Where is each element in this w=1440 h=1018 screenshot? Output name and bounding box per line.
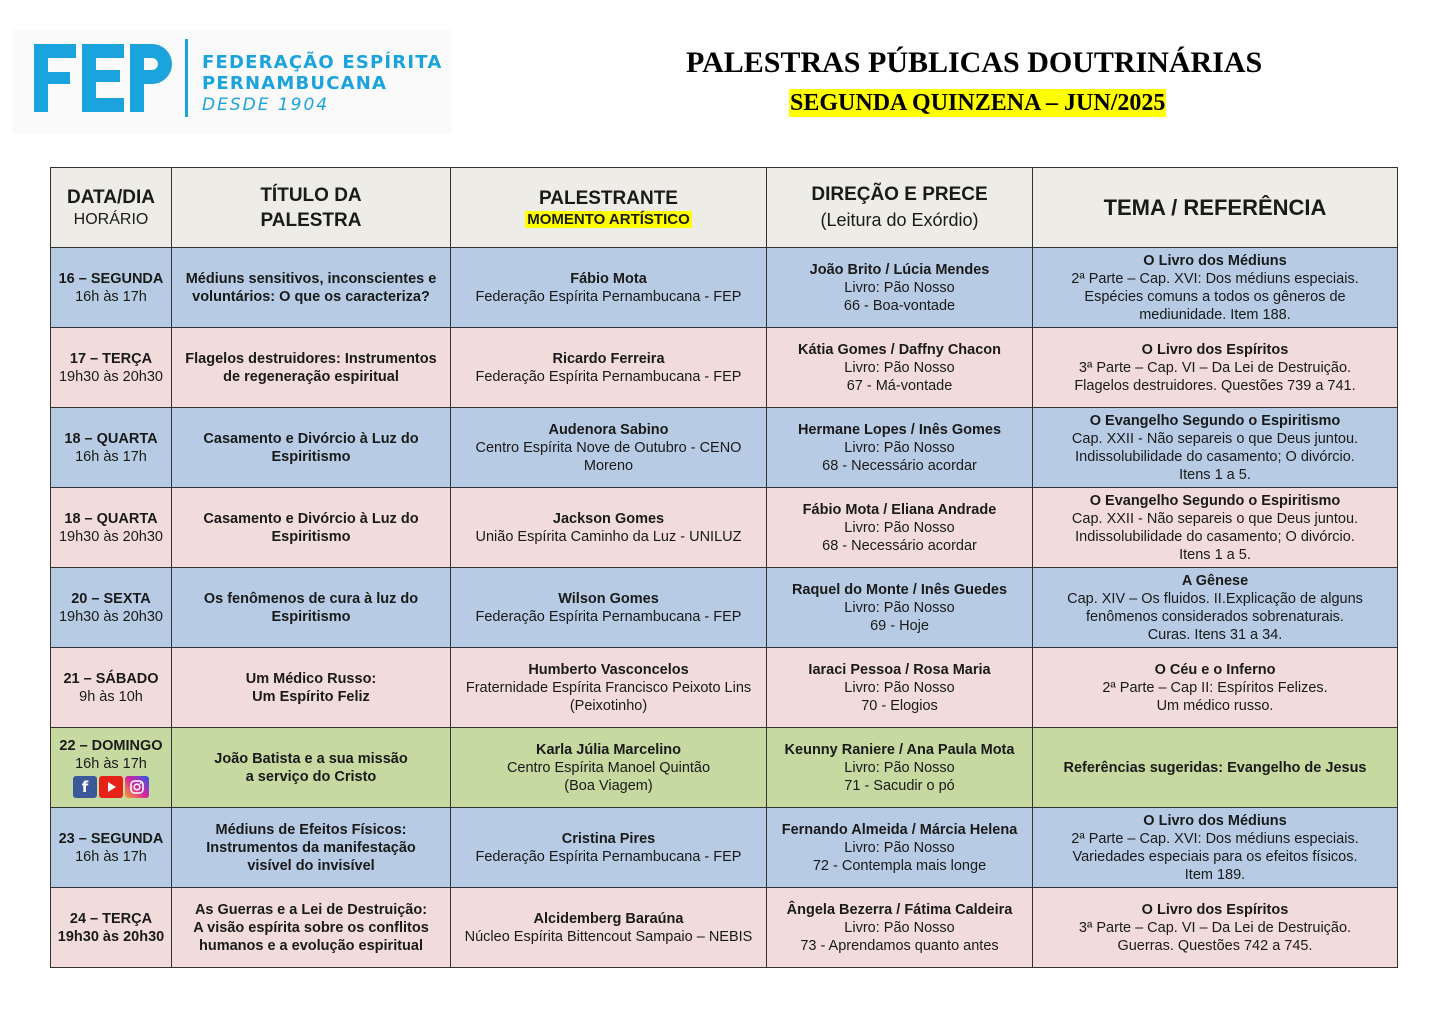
header-speaker <box>451 168 767 248</box>
ref-title: O Livro dos Espíritos <box>1141 901 1289 918</box>
theme-cell <box>1033 408 1398 488</box>
ref-line: Espécies comuns a todos os gêneros de <box>1084 288 1346 305</box>
theme-cell <box>1033 808 1398 888</box>
speaker-cell <box>451 648 767 728</box>
speaker-cell <box>451 488 767 568</box>
ref-line: Cap. XXII - Não separeis o que Deus juntou. <box>1071 430 1359 447</box>
direction-names: João Brito / Lúcia Mendes <box>809 261 990 278</box>
logo-name-line1: FEDERAÇÃO ESPÍRITA <box>202 52 443 73</box>
speaker-org: Federação Espírita Pernambucana - FEP <box>475 608 742 625</box>
speaker-name: Jackson Gomes <box>552 510 665 527</box>
table-row <box>51 728 1398 808</box>
logo-divider <box>185 39 188 117</box>
logo-text <box>202 52 442 116</box>
table-row <box>51 568 1398 648</box>
date-cell <box>51 408 172 488</box>
reading-book: Livro: Pão Nosso <box>844 519 955 536</box>
ref-line: 2ª Parte – Cap. XVI: Dos médiuns especiais. <box>1071 830 1359 847</box>
direction-cell <box>767 648 1033 728</box>
day-label: 17 – TERÇA <box>69 350 153 367</box>
speaker-name: Karla Júlia Marcelino <box>535 741 682 758</box>
talk-line: de regeneração espiritual <box>223 368 399 385</box>
table-row <box>51 648 1398 728</box>
time-label: 16h às 17h <box>75 848 147 865</box>
talk-line: Médiuns de Efeitos Físicos: <box>215 821 407 838</box>
ref-title: O Céu e o Inferno <box>1154 661 1276 678</box>
direction-cell <box>767 808 1033 888</box>
day-label: 23 – SEGUNDA <box>58 830 164 847</box>
reading-chapter: 66 - Boa-vontade <box>843 297 956 314</box>
direction-names: Fernando Almeida / Márcia Helena <box>781 821 1018 838</box>
reading-book: Livro: Pão Nosso <box>844 359 955 376</box>
instagram-icon[interactable] <box>125 776 149 798</box>
table-row <box>51 408 1398 488</box>
date-cell <box>51 328 172 408</box>
time-label: 19h30 às 20h30 <box>58 528 163 545</box>
direction-names: Raquel do Monte / Inês Guedes <box>791 581 1008 598</box>
speaker-name: Fábio Mota <box>570 270 647 287</box>
time-label: 16h às 17h <box>75 288 147 305</box>
speaker-org: Centro Espírita Manoel Quintão <box>506 759 711 776</box>
reading-chapter: 68 - Necessário acordar <box>822 537 977 554</box>
ref-title: O Livro dos Médiuns <box>1143 812 1287 829</box>
talk-line: Espiritismo <box>271 528 351 545</box>
ref-line: Cap. XIV – Os fluidos. II.Explicação de alguns <box>1067 590 1363 607</box>
speaker-org: (Peixotinho) <box>569 697 648 714</box>
direction-cell <box>767 568 1033 648</box>
theme-cell <box>1033 568 1398 648</box>
time-label: 16h às 17h <box>75 448 147 465</box>
fep-logo <box>12 30 452 134</box>
reading-chapter: 71 - Sacudir o pó <box>844 777 955 794</box>
logo-name-line2: PERNAMBUCANA <box>202 73 388 94</box>
date-cell <box>51 568 172 648</box>
page-title: PALESTRAS PÚBLICAS DOUTRINÁRIAS <box>686 46 1263 79</box>
table-row <box>51 248 1398 328</box>
direction-names: Fábio Mota / Eliana Andrade <box>802 501 997 518</box>
direction-names: Iaraci Pessoa / Rosa Maria <box>808 661 991 678</box>
talk-title-cell <box>172 648 451 728</box>
speaker-org: (Boa Viagem) <box>564 777 653 794</box>
time-label: 19h30 às 20h30 <box>58 368 163 385</box>
direction-cell <box>767 488 1033 568</box>
day-label: 16 – SEGUNDA <box>58 270 164 287</box>
talk-line: voluntários: O que os caracteriza? <box>192 288 430 305</box>
speaker-org: União Espírita Caminho da Luz - UNILUZ <box>475 528 742 545</box>
time-label: 19h30 às 20h30 <box>57 928 165 945</box>
ref-line: Indissolubilidade do casamento; O divórcio. <box>1075 528 1355 545</box>
speaker-cell <box>451 248 767 328</box>
table-header-row <box>51 168 1398 248</box>
date-cell <box>51 488 172 568</box>
speaker-name: Wilson Gomes <box>558 590 659 607</box>
reading-book: Livro: Pão Nosso <box>844 759 955 776</box>
date-cell <box>51 808 172 888</box>
header-title <box>172 168 451 248</box>
ref-title: Referências sugeridas: Evangelho de Jesus <box>1063 759 1367 776</box>
ref-line: Guerras. Questões 742 a 745. <box>1117 937 1313 954</box>
day-label: 18 – QUARTA <box>64 430 158 447</box>
direction-cell <box>767 888 1033 968</box>
reading-chapter: 69 - Hoje <box>870 617 929 634</box>
speaker-name: Ricardo Ferreira <box>552 350 665 367</box>
speaker-name: Alcidemberg Baraúna <box>533 910 684 927</box>
talk-title-cell <box>172 248 451 328</box>
direction-names: Kátia Gomes / Daffny Chacon <box>797 341 1002 358</box>
talk-line: visível do invisível <box>247 857 375 874</box>
direction-cell <box>767 408 1033 488</box>
reading-chapter: 73 - Aprendamos quanto antes <box>800 937 999 954</box>
header-theme <box>1033 168 1398 248</box>
theme-cell <box>1033 248 1398 328</box>
talk-line: Espiritismo <box>271 608 351 625</box>
talk-line: humanos e a evolução espiritual <box>198 937 423 954</box>
ref-line: Itens 1 a 5. <box>1179 466 1251 483</box>
ref-line: 2ª Parte – Cap II: Espíritos Felizes. <box>1102 679 1328 696</box>
ref-line: Item 189. <box>1184 866 1246 883</box>
talk-line: João Batista e a sua missão <box>214 750 408 767</box>
speaker-cell <box>451 728 767 808</box>
theme-cell <box>1033 328 1398 408</box>
talk-title-cell <box>172 728 451 808</box>
speaker-cell <box>451 888 767 968</box>
ref-title: A Gênese <box>1181 572 1249 589</box>
talk-line: Flagelos destruidores: Instrumentos <box>185 350 437 367</box>
talk-line: Espiritismo <box>271 448 351 465</box>
direction-names: Ângela Bezerra / Fátima Caldeira <box>786 901 1013 918</box>
talk-title-cell <box>172 568 451 648</box>
ref-line: mediunidade. Item 188. <box>1139 306 1291 323</box>
speaker-cell <box>451 408 767 488</box>
talk-title-cell <box>172 488 451 568</box>
speaker-org: Centro Espírita Nove de Outubro - CENO <box>475 439 742 456</box>
day-label: 18 – QUARTA <box>64 510 158 527</box>
talk-line: Instrumentos da manifestação <box>206 839 416 856</box>
talk-line: A visão espírita sobre os conflitos <box>193 919 429 936</box>
talk-line: Um Espírito Feliz <box>252 688 370 705</box>
direction-cell <box>767 328 1033 408</box>
header-direction-label: DIREÇÃO E PRECE <box>811 183 988 205</box>
direction-cell <box>767 248 1033 328</box>
schedule-table <box>50 167 1398 968</box>
ref-line: Indissolubilidade do casamento; O divórcio. <box>1075 448 1355 465</box>
table-row <box>51 488 1398 568</box>
page-subtitle: SEGUNDA QUINZENA – JUN/2025 <box>790 90 1166 116</box>
ref-line: Flagelos destruidores. Questões 739 a 741. <box>1074 377 1356 394</box>
time-label: 19h30 às 20h30 <box>58 608 163 625</box>
theme-cell <box>1033 648 1398 728</box>
ref-title: O Livro dos Espíritos <box>1141 341 1289 358</box>
header-theme-label: TEMA / REFERÊNCIA <box>1103 194 1327 220</box>
speaker-name: Cristina Pires <box>561 830 656 847</box>
ref-line: Curas. Itens 31 a 34. <box>1147 626 1283 643</box>
direction-names: Keunny Raniere / Ana Paula Mota <box>784 741 1015 758</box>
reading-book: Livro: Pão Nosso <box>844 439 955 456</box>
social-icons <box>54 776 168 798</box>
youtube-icon[interactable] <box>99 776 123 798</box>
talk-title-cell <box>172 328 451 408</box>
reading-chapter: 68 - Necessário acordar <box>822 457 977 474</box>
talk-title-cell <box>172 888 451 968</box>
talk-line: As Guerras e a Lei de Destruição: <box>194 901 428 918</box>
header-artistic-label: MOMENTO ARTÍSTICO <box>527 211 690 228</box>
ref-line: fenômenos considerados sobrenaturais. <box>1086 608 1344 625</box>
reading-book: Livro: Pão Nosso <box>844 919 955 936</box>
theme-cell <box>1033 888 1398 968</box>
time-label: 9h às 10h <box>79 688 143 705</box>
reading-chapter: 67 - Má-vontade <box>846 377 953 394</box>
date-cell <box>51 728 172 808</box>
talk-line: a serviço do Cristo <box>245 768 377 785</box>
date-cell <box>51 248 172 328</box>
speaker-org: Fraternidade Espírita Francisco Peixoto Lins <box>465 679 752 696</box>
speaker-name: Humberto Vasconcelos <box>528 661 689 678</box>
header-title-line2: PALESTRA <box>260 209 362 231</box>
speaker-org: Federação Espírita Pernambucana - FEP <box>475 848 742 865</box>
ref-line: 2ª Parte – Cap. XVI: Dos médiuns especiais. <box>1071 270 1359 287</box>
speaker-org: Federação Espírita Pernambucana - FEP <box>475 368 742 385</box>
talk-line: Os fenômenos de cura à luz do <box>203 590 419 607</box>
ref-line: 3ª Parte – Cap. VI – Da Lei de Destruição. <box>1078 359 1352 376</box>
speaker-cell <box>451 808 767 888</box>
header-time-label: HORÁRIO <box>73 211 149 228</box>
day-label: 22 – DOMINGO <box>59 738 163 754</box>
header-speaker-label: PALESTRANTE <box>539 188 678 209</box>
header-direction-sub: (Leitura do Exórdio) <box>820 209 979 230</box>
reading-book: Livro: Pão Nosso <box>844 679 955 696</box>
ref-line: 3ª Parte – Cap. VI – Da Lei de Destruição. <box>1078 919 1352 936</box>
header-title-line1: TÍTULO DA <box>260 184 362 206</box>
ref-line: Um médico russo. <box>1156 697 1274 714</box>
ref-line: Variedades especiais para os efeitos físicos. <box>1072 848 1358 865</box>
speaker-name: Audenora Sabino <box>548 421 669 438</box>
ref-line: Cap. XXII - Não separeis o que Deus juntou. <box>1071 510 1359 527</box>
table-row <box>51 888 1398 968</box>
ref-title: O Evangelho Segundo o Espiritismo <box>1089 492 1341 509</box>
day-label: 24 – TERÇA <box>69 910 153 927</box>
ref-title: O Livro dos Médiuns <box>1143 252 1287 269</box>
talk-line: Casamento e Divórcio à Luz do <box>203 510 419 527</box>
speaker-org: Núcleo Espírita Bittencout Sampaio – NEBIS <box>464 928 753 945</box>
reading-chapter: 72 - Contempla mais longe <box>812 857 987 874</box>
header-date <box>51 168 172 248</box>
reading-book: Livro: Pão Nosso <box>844 839 955 856</box>
direction-names: Hermane Lopes / Inês Gomes <box>797 421 1002 438</box>
header-direction <box>767 168 1033 248</box>
header-date-label: DATA/DIA <box>67 187 155 208</box>
day-label: 20 – SEXTA <box>71 590 151 607</box>
talk-line: Um Médico Russo: <box>245 670 377 687</box>
reading-book: Livro: Pão Nosso <box>844 599 955 616</box>
theme-cell <box>1033 488 1398 568</box>
speaker-org: Moreno <box>583 457 634 474</box>
talk-title-cell <box>172 408 451 488</box>
talk-line: Casamento e Divórcio à Luz do <box>203 430 419 447</box>
fep-logo-mark <box>34 40 174 116</box>
date-cell <box>51 888 172 968</box>
speaker-cell <box>451 568 767 648</box>
ref-line: Itens 1 a 5. <box>1179 546 1251 563</box>
ref-title: O Evangelho Segundo o Espiritismo <box>1089 412 1341 429</box>
speaker-cell <box>451 328 767 408</box>
theme-cell <box>1033 728 1398 808</box>
speaker-org: Federação Espírita Pernambucana - FEP <box>475 288 742 305</box>
direction-cell <box>767 728 1033 808</box>
table-row <box>51 328 1398 408</box>
talk-title-cell <box>172 808 451 888</box>
logo-since: DESDE 1904 <box>202 95 330 115</box>
talk-line: Médiuns sensitivos, inconscientes e <box>185 270 437 287</box>
time-label: 16h às 17h <box>75 756 147 772</box>
reading-chapter: 70 - Elogios <box>861 697 938 714</box>
day-label: 21 – SÁBADO <box>63 670 159 687</box>
table-row <box>51 808 1398 888</box>
reading-book: Livro: Pão Nosso <box>844 279 955 296</box>
date-cell <box>51 648 172 728</box>
facebook-icon[interactable]: f <box>73 776 97 798</box>
